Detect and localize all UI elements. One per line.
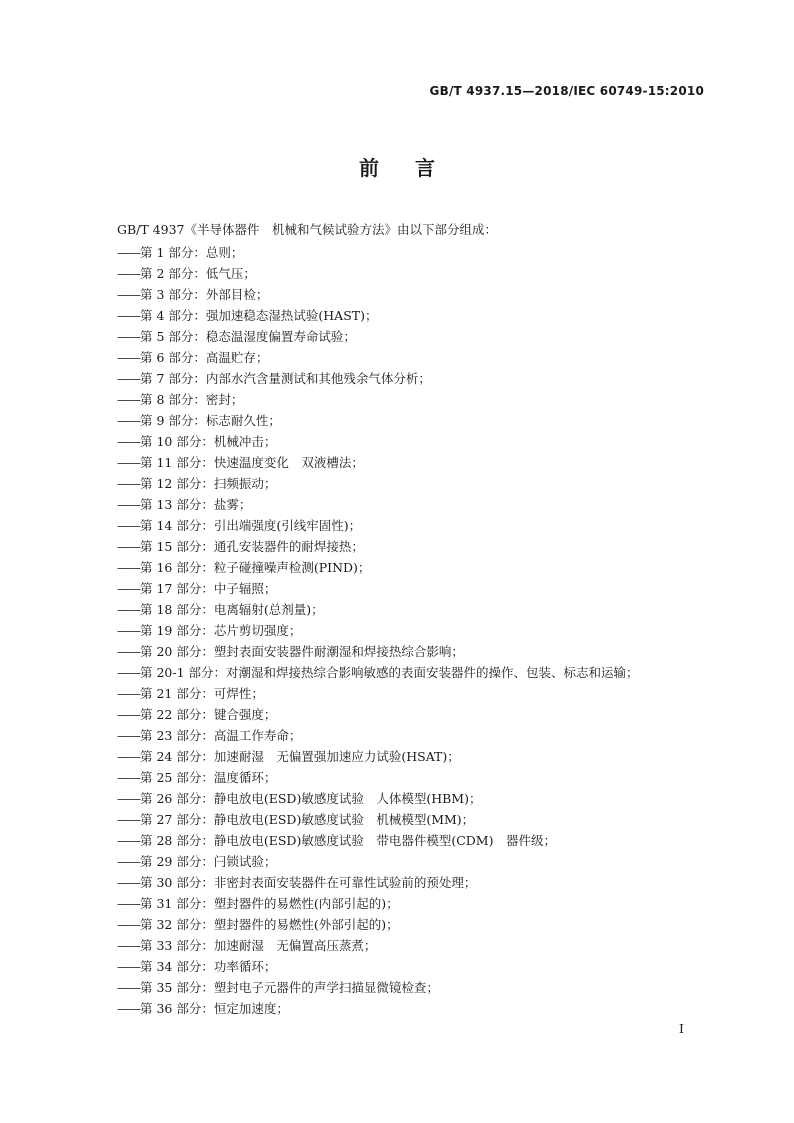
list-dash: —— (117, 392, 140, 407)
list-item-text: 第 33 部分：加速耐湿 无偏置高压蒸煮； (140, 938, 377, 953)
list-item-text: 第 1 部分：总则； (140, 245, 244, 260)
list-item-text: 第 17 部分：中子辐照； (140, 581, 277, 596)
list-item (117, 767, 639, 788)
list-dash: —— (117, 518, 140, 533)
list-dash: —— (117, 833, 140, 848)
list-item (117, 515, 639, 536)
list-item-text: 第 12 部分：扫频振动； (140, 476, 277, 491)
list-dash: —— (117, 476, 140, 491)
list-item-text: 第 6 部分：高温贮存； (140, 350, 269, 365)
list-dash: —— (117, 371, 140, 386)
list-item-text: 第 22 部分：键合强度； (140, 707, 277, 722)
list-dash: —— (117, 707, 140, 722)
list-item (117, 452, 639, 473)
list-item (117, 872, 639, 893)
list-item-text: 第 9 部分：标志耐久性； (140, 413, 281, 428)
list-item (117, 557, 639, 578)
list-dash: —— (117, 686, 140, 701)
list-item-text: 第 27 部分：静电放电(ESD)敏感度试验 机械模型(MM)； (140, 812, 475, 827)
list-item-text: 第 13 部分：盐雾； (140, 497, 252, 512)
list-item (117, 494, 639, 515)
list-item (117, 536, 639, 557)
list-dash: —— (117, 1001, 140, 1016)
list-item (117, 431, 639, 452)
list-dash: —— (117, 959, 140, 974)
list-item (117, 935, 639, 956)
list-item (117, 326, 639, 347)
list-item (117, 662, 639, 683)
list-dash: —— (117, 875, 140, 890)
list-item-text: 第 3 部分：外部目检； (140, 287, 269, 302)
list-item (117, 578, 639, 599)
list-dash: —— (117, 980, 140, 995)
list-item (117, 893, 639, 914)
list-item (117, 830, 639, 851)
list-item (117, 242, 639, 263)
list-item-text: 第 18 部分：电离辐射(总剂量)； (140, 602, 324, 617)
list-item (117, 704, 639, 725)
list-item (117, 347, 639, 368)
list-item-text: 第 34 部分：功率循环； (140, 959, 277, 974)
page-title: 前言 (359, 156, 471, 180)
list-item-text: 第 26 部分：静电放电(ESD)敏感度试验 人体模型(HBM)； (140, 791, 482, 806)
list-item (117, 809, 639, 830)
list-dash: —— (117, 455, 140, 470)
list-item (117, 914, 639, 935)
list-item (117, 683, 639, 704)
list-item-text: 第 20-1 部分：对潮湿和焊接热综合影响敏感的表面安装器件的操作、包装、标志和运输； (140, 665, 639, 680)
list-dash: —— (117, 854, 140, 869)
list-item-text: 第 20 部分：塑封表面安装器件耐潮湿和焊接热综合影响； (140, 644, 464, 659)
list-dash: —— (117, 770, 140, 785)
list-item-text: 第 2 部分：低气压； (140, 266, 256, 281)
list-item (117, 746, 639, 767)
list-item (117, 284, 639, 305)
list-dash: —— (117, 644, 140, 659)
list-dash: —— (117, 560, 140, 575)
list-item (117, 473, 639, 494)
list-item-text: 第 29 部分：闩锁试验； (140, 854, 277, 869)
list-item (117, 788, 639, 809)
standard-number: GB/T 4937.15—2018/IEC 60749-15:2010 (429, 84, 704, 98)
list-item-text: 第 7 部分：内部水汽含量测试和其他残余气体分析； (140, 371, 431, 386)
list-item-text: 第 21 部分：可焊性； (140, 686, 264, 701)
page-number: I (679, 1021, 684, 1036)
list-item-text: 第 15 部分：通孔安装器件的耐焊接热； (140, 539, 364, 554)
list-dash: —— (117, 791, 140, 806)
list-dash: —— (117, 413, 140, 428)
list-dash: —— (117, 350, 140, 365)
list-dash: —— (117, 308, 140, 323)
list-item-text: 第 14 部分：引出端强度(引线牢固性)； (140, 518, 362, 533)
list-item (117, 977, 639, 998)
list-item-text: 第 10 部分：机械冲击； (140, 434, 277, 449)
list-dash: —— (117, 287, 140, 302)
list-item (117, 998, 639, 1019)
list-item (117, 599, 639, 620)
list-dash: —— (117, 245, 140, 260)
list-item (117, 305, 639, 326)
list-dash: —— (117, 938, 140, 953)
list-item-text: 第 25 部分：温度循环； (140, 770, 277, 785)
list-item (117, 389, 639, 410)
list-dash: —— (117, 896, 140, 911)
list-item-text: 第 28 部分：静电放电(ESD)敏感度试验 带电器件模型(CDM) 器件级； (140, 833, 556, 848)
list-item (117, 410, 639, 431)
list-item-text: 第 11 部分：快速温度变化 双液槽法； (140, 455, 364, 470)
list-item (117, 368, 639, 389)
list-dash: —— (117, 581, 140, 596)
list-item-text: 第 16 部分：粒子碰撞噪声检测(PIND)； (140, 560, 371, 575)
list-item (117, 263, 639, 284)
list-dash: —— (117, 812, 140, 827)
list-dash: —— (117, 665, 140, 680)
list-item-text: 第 36 部分：恒定加速度； (140, 1001, 289, 1016)
list-item (117, 851, 639, 872)
list-item-text: 第 31 部分：塑封器件的易燃性(内部引起的)； (140, 896, 399, 911)
list-dash: —— (117, 539, 140, 554)
list-dash: —— (117, 917, 140, 932)
parts-list (117, 242, 639, 1019)
list-item-text: 第 35 部分：塑封电子元器件的声学扫描显微镜检查； (140, 980, 439, 995)
intro-paragraph: GB/T 4937《半导体器件 机械和气候试验方法》由以下部分组成： (117, 222, 498, 237)
list-dash: —— (117, 623, 140, 638)
list-item-text: 第 23 部分：高温工作寿命； (140, 728, 302, 743)
list-item (117, 725, 639, 746)
list-item (117, 641, 639, 662)
list-item (117, 620, 639, 641)
list-dash: —— (117, 497, 140, 512)
list-dash: —— (117, 602, 140, 617)
list-dash: —— (117, 728, 140, 743)
list-item-text: 第 19 部分：芯片剪切强度； (140, 623, 302, 638)
list-item-text: 第 30 部分：非密封表面安装器件在可靠性试验前的预处理； (140, 875, 477, 890)
list-item-text: 第 4 部分：强加速稳态湿热试验(HAST)； (140, 308, 378, 323)
list-item-text: 第 8 部分：密封； (140, 392, 244, 407)
list-dash: —— (117, 434, 140, 449)
list-item-text: 第 24 部分：加速耐湿 无偏置强加速应力试验(HSAT)； (140, 749, 460, 764)
list-dash: —— (117, 749, 140, 764)
list-dash: —— (117, 266, 140, 281)
list-item-text: 第 5 部分：稳态温湿度偏置寿命试验； (140, 329, 356, 344)
list-dash: —— (117, 329, 140, 344)
list-item-text: 第 32 部分：塑封器件的易燃性(外部引起的)； (140, 917, 399, 932)
list-item (117, 956, 639, 977)
